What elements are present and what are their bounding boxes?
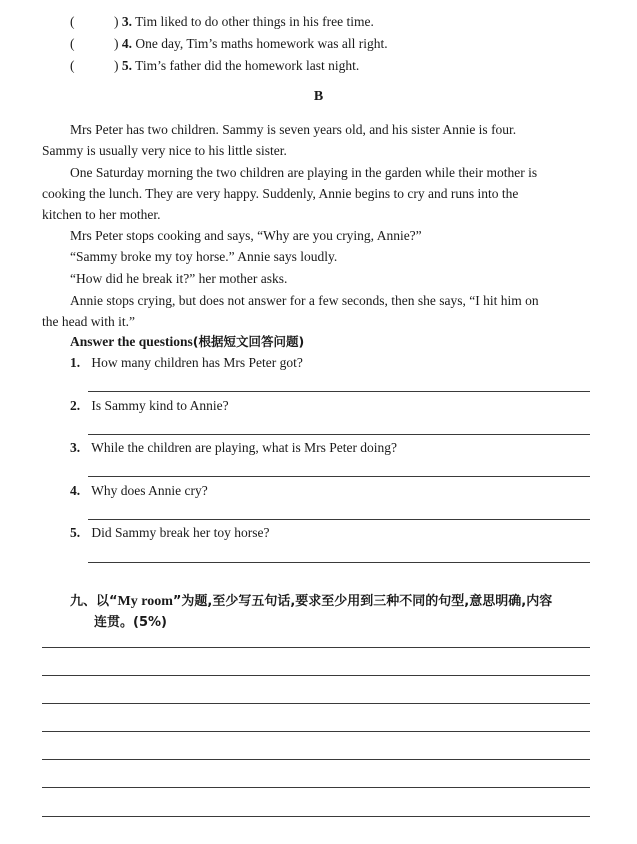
question-1 bbox=[70, 354, 303, 372]
writing-line[interactable] bbox=[42, 703, 590, 704]
writing-line[interactable] bbox=[42, 731, 590, 732]
questions-heading bbox=[70, 333, 304, 351]
tf-statement: Tim liked to do other things in his free time. bbox=[135, 14, 374, 29]
tf-number: 5. bbox=[121, 58, 132, 73]
answer-paren-close: ) bbox=[114, 14, 119, 29]
question-text: How many children has Mrs Peter got? bbox=[91, 355, 303, 370]
question-number: 5. bbox=[70, 525, 81, 540]
question-5 bbox=[70, 524, 269, 542]
answer-paren-open: ( bbox=[70, 58, 75, 73]
answer-paren-close: ) bbox=[114, 36, 119, 51]
tf-item-5 bbox=[70, 57, 359, 75]
tf-item-3 bbox=[70, 13, 374, 31]
passage-line: Mrs Peter stops cooking and says, “Why are you crying, Annie?” bbox=[70, 228, 422, 243]
writing-line[interactable] bbox=[42, 787, 590, 788]
question-number: 2. bbox=[70, 398, 81, 413]
passage-line: “Sammy broke my toy horse.” Annie says loudly. bbox=[70, 249, 338, 264]
task-9-title: My room bbox=[117, 594, 173, 609]
writing-line[interactable] bbox=[42, 759, 590, 760]
answer-paren-open: ( bbox=[70, 14, 75, 29]
passage-line: Sammy is usually very nice to his little sister. bbox=[42, 143, 287, 158]
passage-line: kitchen to her mother. bbox=[42, 207, 161, 222]
answer-line-4[interactable] bbox=[88, 519, 590, 520]
tf-item-4 bbox=[70, 35, 388, 53]
tf-statement: One day, Tim’s maths homework was all right. bbox=[135, 36, 388, 51]
task-9-prompt bbox=[70, 591, 595, 633]
writing-line[interactable] bbox=[42, 816, 590, 817]
passage-line: Annie stops crying, but does not answer for a few seconds, then she says, “I hit him on bbox=[70, 293, 539, 308]
task-9-instructions-line2: 连贯。(5%) bbox=[94, 615, 167, 630]
question-number: 3. bbox=[70, 440, 81, 455]
answer-paren-open: ( bbox=[70, 36, 75, 51]
answer-line-5[interactable] bbox=[88, 562, 590, 563]
question-text: Did Sammy break her toy horse? bbox=[91, 525, 270, 540]
question-2 bbox=[70, 397, 229, 415]
answer-line-2[interactable] bbox=[88, 434, 590, 435]
passage-line: cooking the lunch. They are very happy. Suddenly, Annie begins to cry and runs into the bbox=[42, 186, 519, 201]
passage-line: One Saturday morning the two children are playing in the garden while their mother is bbox=[70, 165, 538, 180]
question-text: Why does Annie cry? bbox=[91, 483, 208, 498]
passage-line: “How did he break it?” her mother asks. bbox=[70, 271, 288, 286]
passage-line: the head with it.” bbox=[42, 314, 135, 329]
answer-line-1[interactable] bbox=[88, 391, 590, 392]
writing-line[interactable] bbox=[42, 675, 590, 676]
tf-number: 4. bbox=[121, 36, 132, 51]
questions-heading-en: Answer the questions bbox=[70, 334, 193, 349]
question-4 bbox=[70, 482, 208, 500]
questions-heading-cn: (根据短文回答问题) bbox=[192, 334, 305, 349]
question-text: Is Sammy kind to Annie? bbox=[91, 398, 229, 413]
answer-line-3[interactable] bbox=[88, 476, 590, 477]
question-3 bbox=[70, 439, 397, 457]
section-b-heading: B bbox=[313, 89, 324, 104]
question-text: While the children are playing, what is Mrs Peter doing? bbox=[91, 440, 398, 455]
task-9-prefix: 九、以“ bbox=[70, 594, 118, 609]
task-9-instructions: ”为题,至少写五句话,要求至少用到三种不同的句型,意思明确,内容 bbox=[172, 594, 553, 609]
answer-paren-close: ) bbox=[114, 58, 119, 73]
writing-line[interactable] bbox=[42, 647, 590, 648]
passage-line: Mrs Peter has two children. Sammy is seven years old, and his sister Annie is four. bbox=[70, 122, 517, 137]
tf-statement: Tim’s father did the homework last night. bbox=[135, 58, 360, 73]
tf-number: 3. bbox=[121, 14, 132, 29]
question-number: 1. bbox=[70, 355, 81, 370]
question-number: 4. bbox=[70, 483, 81, 498]
